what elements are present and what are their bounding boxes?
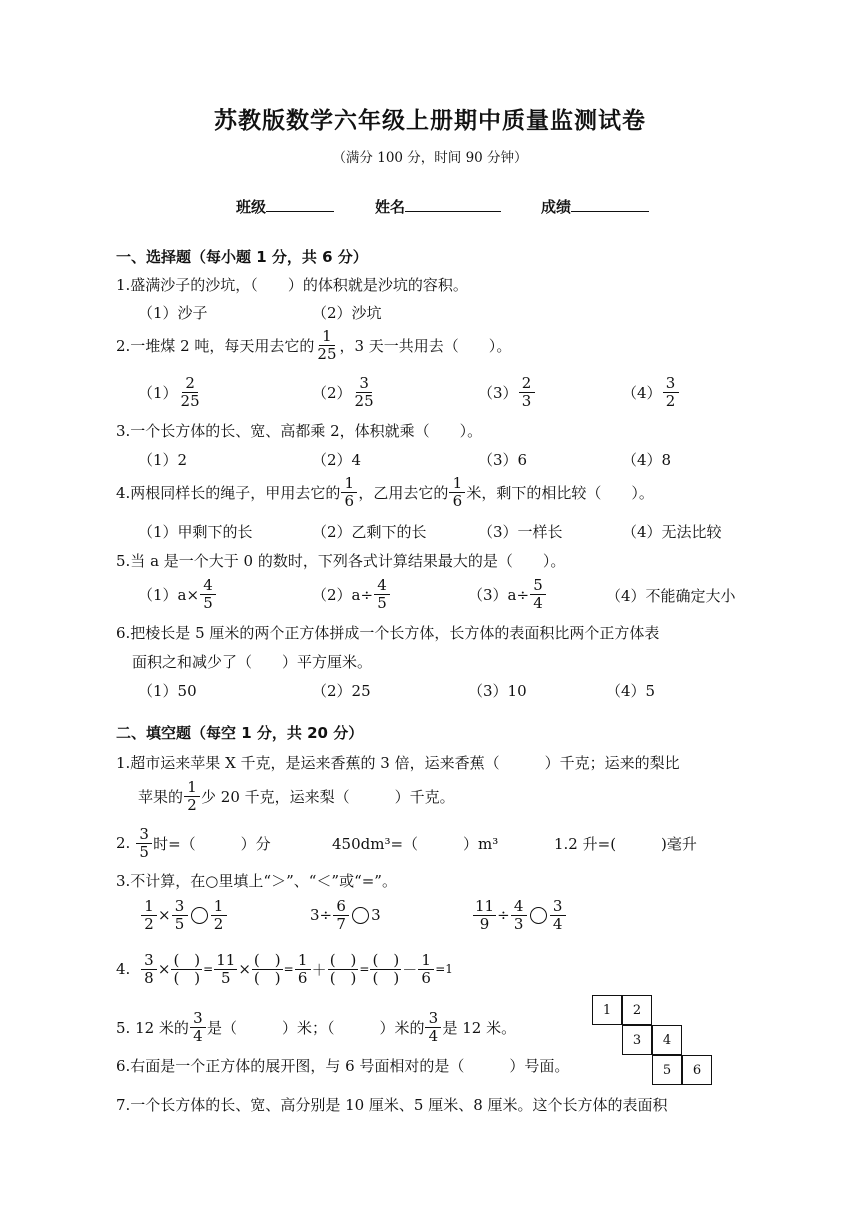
s2-q1-line2: 苹果的 $\frac{1}{2}$ 少 20 千克，运来梨（ ）千克。 xyxy=(138,777,455,814)
class-field[interactable] xyxy=(236,196,334,217)
section2-heading: 二、填空题（每空 1 分，共 20 分） xyxy=(116,724,364,742)
s1-q4-opt2: （2）乙剩下的长 xyxy=(312,523,427,541)
s2-q5-text: 5. 12 米的 $\frac{3}{4}$ 是（ ）米；（ ）米的 $\frac{3}{4}$ 是 12 米。 xyxy=(116,1008,517,1045)
s2-q3-expr2: 3÷ $\frac{6}{7}$ 3 xyxy=(310,896,381,933)
name-field[interactable] xyxy=(375,196,501,217)
s1-q3-opt3: （3）6 xyxy=(478,451,528,469)
compare-circle[interactable] xyxy=(352,907,369,924)
score-field[interactable] xyxy=(541,196,649,217)
s1-q1-text: 1.盛满沙子的沙坑，（ ）的体积就是沙坑的容积。 xyxy=(116,276,468,294)
s1-q1-opt1: （1）沙子 xyxy=(138,304,208,322)
cube-net-diagram xyxy=(592,995,716,1087)
blank-fraction[interactable]: $\frac{( )}{( )}$ xyxy=(173,950,201,987)
compare-circle[interactable] xyxy=(530,907,547,924)
s2-q2-c: 1.2 升=( )毫升 xyxy=(554,835,697,853)
s1-q2-opt3: （3） $\frac{2}{3}$ xyxy=(478,372,536,412)
s1-q6-opt2: （2）25 xyxy=(312,682,371,700)
s1-q5-opt1: （1）a× $\frac{4}{5}$ xyxy=(138,573,217,615)
s1-q4-opt1: （1）甲剩下的长 xyxy=(138,523,253,541)
s2-q3-text: 3.不计算，在○里填上“＞”、“＜”或“=”。 xyxy=(116,872,397,890)
net-face-2: 2 xyxy=(622,995,652,1025)
fraction: $\frac{1}{25}$ xyxy=(317,326,337,363)
s1-q1-opt2: （2）沙坑 xyxy=(312,304,382,322)
s1-q6-line1: 6.把棱长是 5 厘米的两个正方体拼成一个长方体，长方体的表面积比两个正方体表 xyxy=(116,624,660,642)
blank-fraction[interactable]: $\frac{( )}{( )}$ xyxy=(253,950,281,987)
s1-q6-opt4: （4）5 xyxy=(606,682,656,700)
s1-q5-opt2: （2）a÷ $\frac{4}{5}$ xyxy=(312,573,391,615)
s1-q2-opt2: （2） $\frac{3}{25}$ xyxy=(312,373,374,410)
s2-q2-b: 450dm³=（ ）m³ xyxy=(332,835,499,853)
score-label: 成绩 xyxy=(541,198,572,216)
blank-fraction[interactable]: $\frac{( )}{( )}$ xyxy=(329,950,357,987)
net-face-4: 4 xyxy=(652,1025,682,1055)
s1-q3-text: 3.一个长方体的长、宽、高都乘 2，体积就乘（ ）。 xyxy=(116,422,483,440)
s2-q3-expr1: $\frac{1}{2}$ × $\frac{3}{5}$ $\frac{1}{2}$ xyxy=(140,894,228,936)
compare-circle[interactable] xyxy=(191,907,208,924)
s1-q6-line2: 面积之和减少了（ ）平方厘米。 xyxy=(132,653,373,671)
blank-fraction[interactable]: $\frac{( )}{( )}$ xyxy=(372,950,400,987)
s2-q4-expr: 4. $\frac{3}{8}$ × $\frac{( )}{( )}$ = $\frac{11}{5}$ × $\frac{( )}{( )}$ = $\frac{1}{6}$ ＋ $\frac{( )}{( )}$ = $\frac{( )}{( )}$ － $\frac{1}{6}$ =1 xyxy=(116,950,453,987)
section1-heading: 一、选择题（每小题 1 分，共 6 分） xyxy=(116,248,368,266)
s2-q3-expr3: $\frac{11}{9}$ ÷ $\frac{4}{3}$ $\frac{3}{4}$ xyxy=(472,894,567,936)
class-label: 班级 xyxy=(236,198,267,216)
s1-q2-text: 2.一堆煤 2 吨，每天用去它的 $\frac{1}{25}$ ，3 天一共用去（ ）。 xyxy=(116,326,512,363)
s2-q2-a: 2. $\frac{3}{5}$ 时=（ ）分 xyxy=(116,824,271,861)
s1-q3-opt4: （4）8 xyxy=(622,451,672,469)
s1-q2-opt4: （4） $\frac{3}{2}$ xyxy=(622,372,680,412)
s1-q4-opt4: （4）无法比较 xyxy=(622,523,722,541)
s1-q4-opt3: （3）一样长 xyxy=(478,523,563,541)
s1-q6-opt3: （3）10 xyxy=(468,682,527,700)
page-subtitle: （满分 100 分，时间 90 分钟） xyxy=(332,150,528,166)
s1-q4-text: 4.两根同样长的绳子，甲用去它的 $\frac{1}{6}$ ，乙用去它的 $\frac{1}{6}$ 米，剩下的相比较（ ）。 xyxy=(116,473,654,510)
s1-q3-opt1: （1）2 xyxy=(138,451,188,469)
s1-q6-opt1: （1）50 xyxy=(138,682,197,700)
net-face-3: 3 xyxy=(622,1025,652,1055)
s2-q1-line1: 1.超市运来苹果 X 千克，是运来香蕉的 3 倍，运来香蕉（ ）千克；运来的梨比 xyxy=(116,754,680,772)
s2-q7-text: 7.一个长方体的长、宽、高分别是 10 厘米、5 厘米、8 厘米。这个长方体的表面积 xyxy=(116,1096,668,1114)
s1-q3-opt2: （2）4 xyxy=(312,451,362,469)
name-label: 姓名 xyxy=(375,198,406,216)
s1-q5-opt3: （3）a÷ $\frac{5}{4}$ xyxy=(468,573,547,615)
page-title: 苏教版数学六年级上册期中质量监测试卷 xyxy=(214,108,646,134)
net-face-6: 6 xyxy=(682,1055,712,1085)
s1-q5-text: 5.当 a 是一个大于 0 的数时，下列各式计算结果最大的是（ ）。 xyxy=(116,552,566,570)
s2-q6-text: 6.右面是一个正方体的展开图，与 6 号面相对的是（ ）号面。 xyxy=(116,1057,570,1075)
net-face-1: 1 xyxy=(592,995,622,1025)
net-face-5: 5 xyxy=(652,1055,682,1085)
s1-q2-opt1: （1） $\frac{2}{25}$ xyxy=(138,373,200,410)
s1-q5-opt4: （4）不能确定大小 xyxy=(606,587,736,605)
